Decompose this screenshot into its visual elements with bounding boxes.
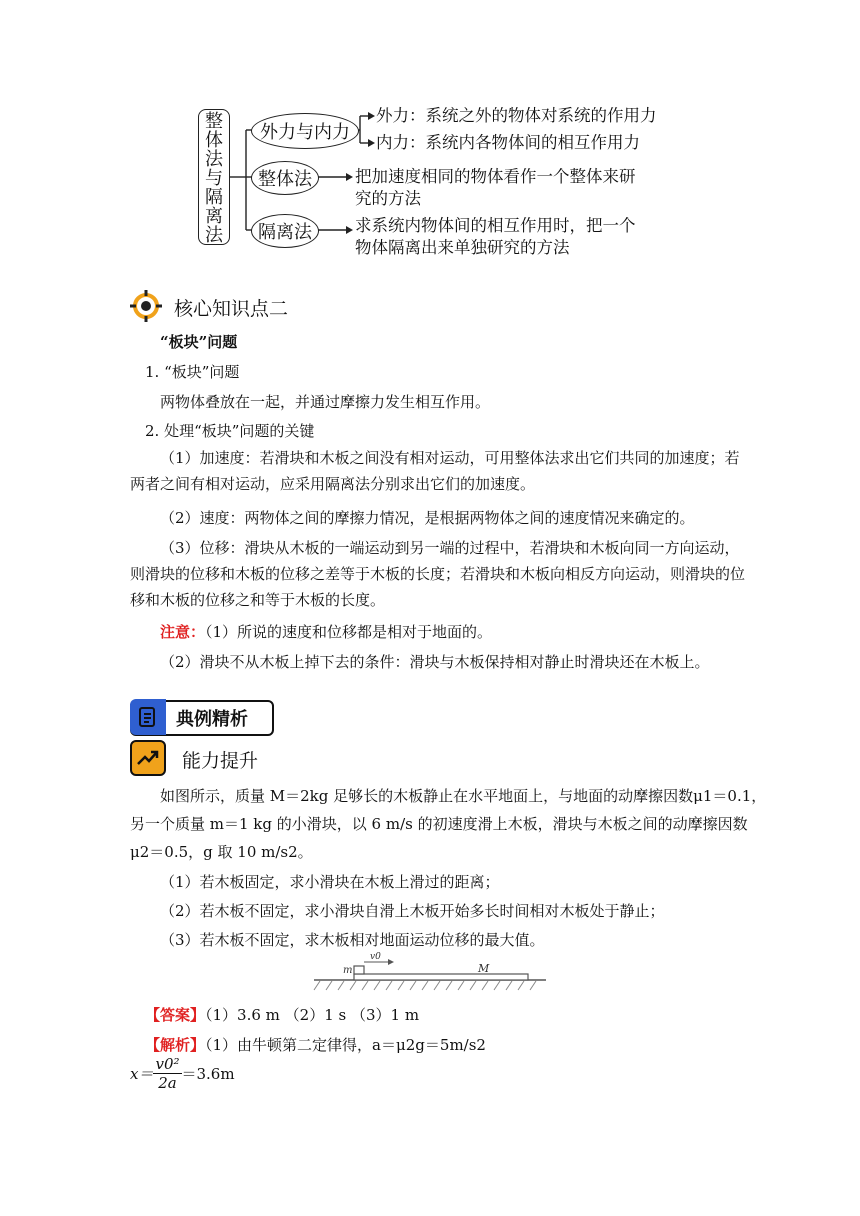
equation — [130, 1055, 235, 1092]
section-title: 核心知识点二 — [174, 298, 289, 320]
answer-label: 【答案】 — [145, 1006, 206, 1024]
fig-label-v0: v0 — [370, 952, 381, 962]
branch-oval-whole — [251, 161, 319, 195]
block-rect — [354, 966, 364, 974]
whole-method-line2: 究的方法 — [355, 189, 421, 208]
note-line1 — [160, 621, 492, 642]
paragraph-displacement: （3）位移：滑块从木板的一端运动到另一端的过程中，若滑块和木板向同一方向运动，则滑块的位移和木板的位移之差等于木板的长度；若滑块和木板向相反方向运动，则滑块的位移和木板的位移之和等于木板的长度。 — [130, 539, 746, 609]
eq-rhs: ＝3.6m — [181, 1065, 235, 1083]
isolate-method-line1: 求系统内物体间的相互作用时，把一个 — [355, 216, 636, 235]
ability-badge-label: 能力提升 — [182, 750, 259, 772]
analysis-line — [145, 1034, 486, 1055]
note-line2: （2）滑块不从木板上掉下去的条件：滑块与木板保持相对静止时滑块还在木板上。 — [160, 653, 710, 671]
target-icon — [130, 290, 162, 322]
example-badge-label: 典例精析 — [176, 709, 248, 730]
item1-text: 两物体叠放在一起，并通过摩擦力发生相互作用。 — [160, 393, 491, 411]
mindmap-root: 整 体 法 与 隔 离 法 — [198, 109, 230, 245]
item2-title: 2. 处理“板块”问题的关键 — [145, 422, 315, 440]
analysis-label: 【解析】 — [145, 1036, 206, 1054]
note1-text: （1）所说的速度和位移都是相对于地面的。 — [205, 623, 493, 641]
eq-numerator: v0² — [155, 1055, 180, 1073]
eq-lhs: x＝ — [130, 1065, 154, 1083]
paragraph-velocity: （2）速度：两物体之间的摩擦力情况，是根据两物体之间的速度情况来确定的。 — [160, 509, 695, 527]
problem-line3: μ2＝0.5，g 取 10 m/s2。 — [130, 843, 313, 861]
item1-title: 1. “板块”问题 — [145, 363, 240, 381]
section-subtitle: “板块”问题 — [160, 333, 238, 351]
problem-line2: 另一个质量 m＝1 kg 的小滑块，以 6 m/s 的初速度滑上木板，滑块与木板之间的动摩擦因数 — [130, 815, 748, 833]
answer-line — [145, 1004, 419, 1025]
internal-force-text: 内力：系统内各物体间的相互作用力 — [376, 133, 640, 152]
trend-up-icon — [130, 740, 166, 776]
analysis-text: （1）由牛顿第二定律得，a＝μ2g＝5m/s2 — [205, 1036, 486, 1054]
note-label: 注意： — [160, 623, 206, 641]
answer-text: （1）3.6 m （2）1 s （3）1 m — [205, 1006, 420, 1024]
external-force-text: 外力：系统之外的物体对系统的作用力 — [376, 106, 657, 125]
board-block-figure — [310, 950, 550, 996]
paragraph-acceleration: （1）加速度：若滑块和木板之间没有相对运动，可用整体法求出它们共同的加速度；若两者之间有相对运动，应采用隔离法分别求出它们的加速度。 — [130, 449, 740, 493]
example-badge — [130, 700, 274, 736]
problem-line1: 如图所示，质量 M＝2kg 足够长的木板静止在水平地面上，与地面的动摩擦因数μ1＝0.1， — [160, 787, 767, 805]
board-rect — [354, 974, 528, 980]
fig-label-M: M — [478, 962, 490, 975]
branch-oval-force — [251, 113, 359, 149]
branch-label-isolate: 隔离法 — [258, 222, 312, 243]
whole-method-line1: 把加速度相同的物体看作一个整体来研 — [355, 167, 636, 186]
isolate-method-line2: 物体隔离出来单独研究的方法 — [355, 238, 570, 257]
question-2: （2）若木板不固定，求小滑块自滑上木板开始多长时间相对木板处于静止； — [160, 902, 665, 920]
branch-label-whole: 整体法 — [258, 169, 312, 190]
branch-oval-isolate — [251, 214, 319, 248]
branch-label-force: 外力与内力 — [260, 122, 350, 143]
question-3: （3）若木板不固定，求木板相对地面运动位移的最大值。 — [160, 931, 545, 949]
question-1: （1）若木板固定，求小滑块在木板上滑过的距离； — [160, 873, 500, 891]
document-icon — [130, 699, 166, 735]
fig-label-m: m — [343, 965, 353, 976]
eq-fraction — [153, 1055, 181, 1092]
eq-denominator: 2a — [158, 1074, 177, 1092]
